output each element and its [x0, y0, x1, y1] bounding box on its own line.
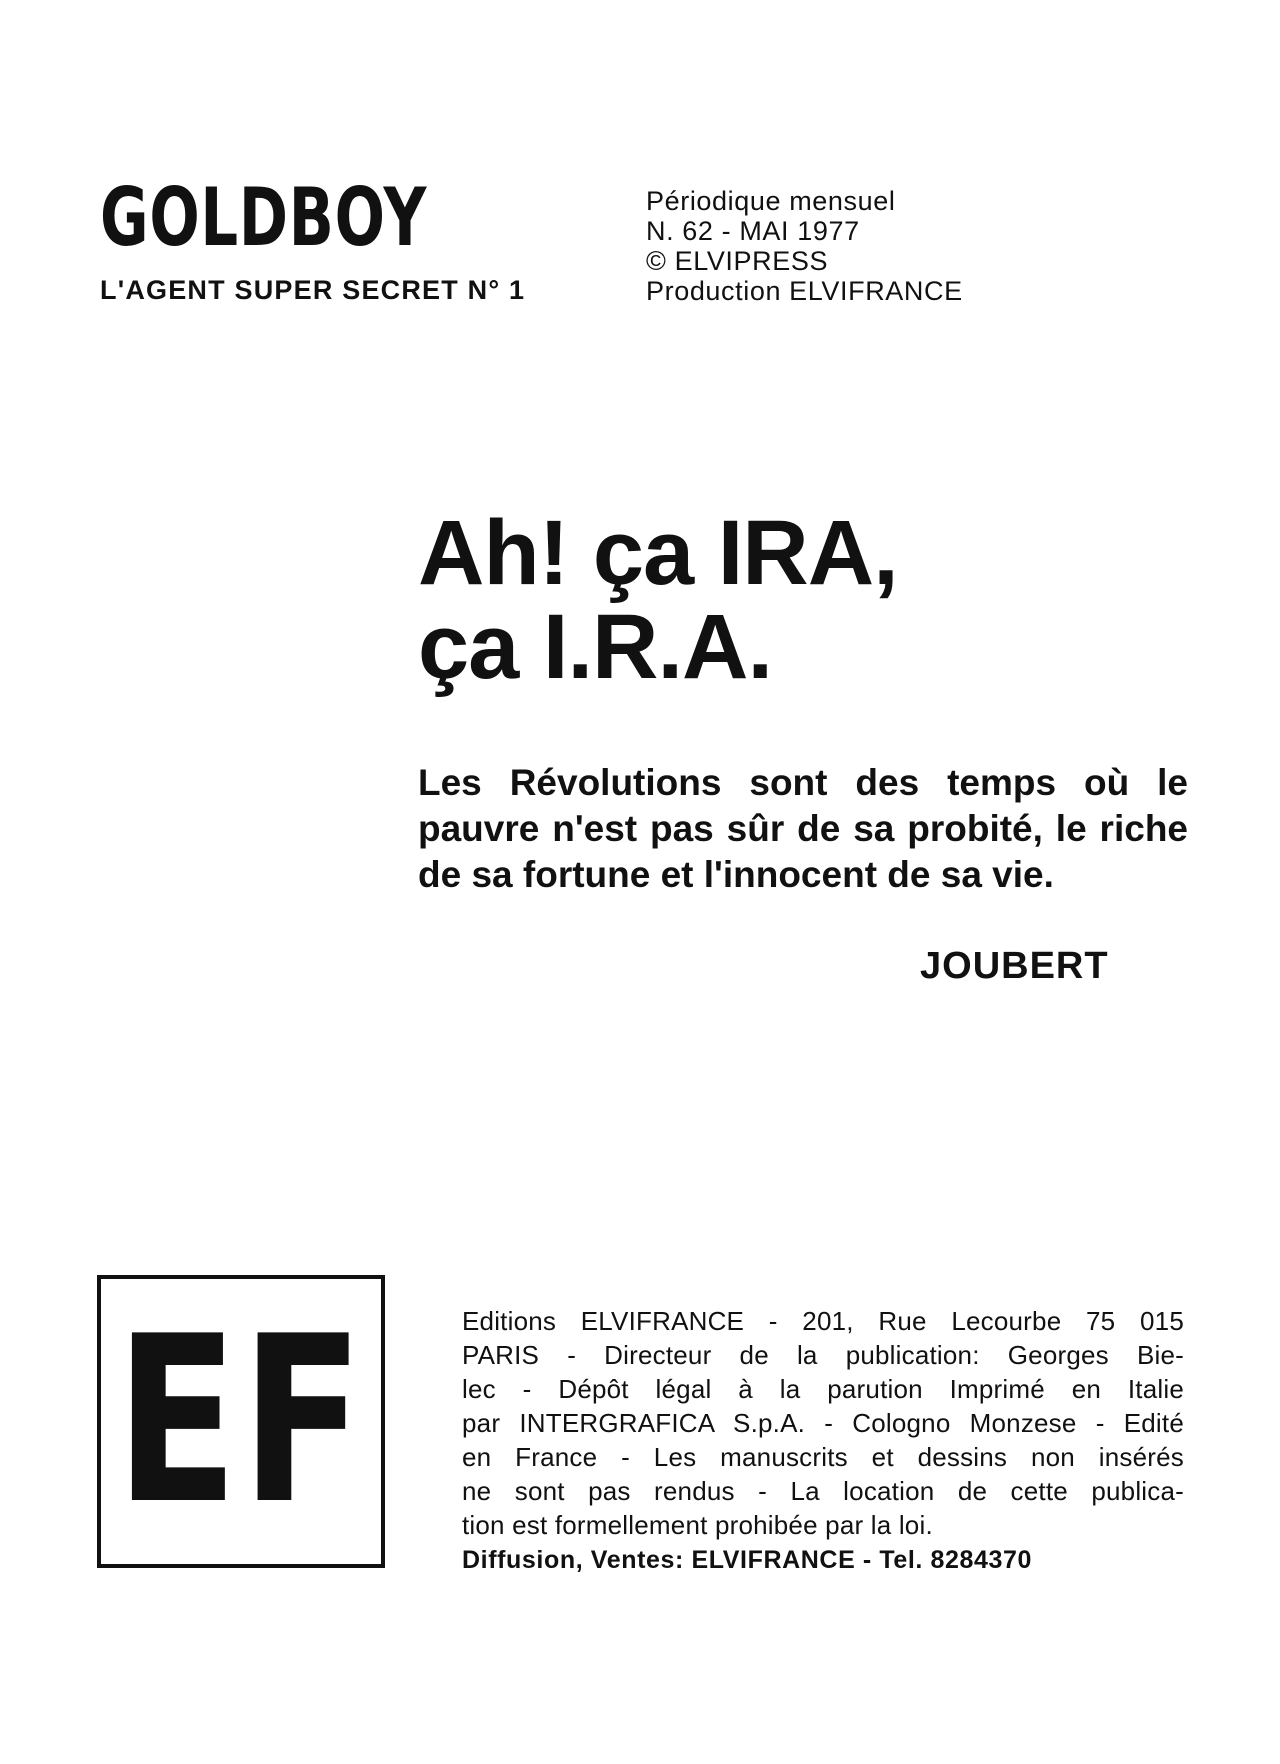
imprint-line: tion est formellement prohibée par la loi. [462, 1510, 933, 1540]
production: Production ELVIFRANCE [646, 276, 963, 306]
legal-imprint [462, 1304, 1184, 1542]
publication-info [646, 186, 963, 306]
goldboy-logo: GOLDBOY [100, 171, 428, 264]
distribution-info: Diffusion, Ventes: ELVIFRANCE - Tel. 8284370 [462, 1546, 1033, 1574]
imprint-line: Editions ELVIFRANCE - 201, Rue Lecourbe 75 015 [462, 1306, 1184, 1336]
story-title [418, 502, 898, 698]
imprint-line: par INTERGRAFICA S.p.A. - Cologno Monzese - Edité [462, 1408, 1184, 1438]
copyright: © ELVIPRESS [646, 246, 829, 276]
imprint-line: ne sont pas rendus - La location de cette publica- [462, 1476, 1184, 1506]
story-title-line-2: ça I.R.A. [418, 596, 773, 698]
publisher-logo [97, 1275, 385, 1568]
publisher-logo-text: EF [115, 1287, 367, 1555]
imprint-line: lec - Dépôt légal à la parution Imprimé en Italie [462, 1374, 1184, 1404]
issue-number: N. 62 - MAI 1977 [646, 216, 860, 246]
imprint-line: PARIS - Directeur de la publication: Georges Bie- [462, 1340, 1184, 1370]
series-subtitle: L'AGENT SUPER SECRET N° 1 [100, 275, 526, 305]
epigraph-quote: Les Révolutions sont des temps où le pauvre n'est pas sûr de sa probité, le riche de sa fortune et l'innocent de sa vie. [418, 762, 1188, 895]
story-title-line-1: Ah! ça IRA, [418, 502, 898, 604]
epigraph-author: JOUBERT [920, 945, 1109, 987]
imprint-line: en France - Les manuscrits et dessins non insérés [462, 1442, 1184, 1472]
periodicity: Périodique mensuel [646, 186, 896, 216]
